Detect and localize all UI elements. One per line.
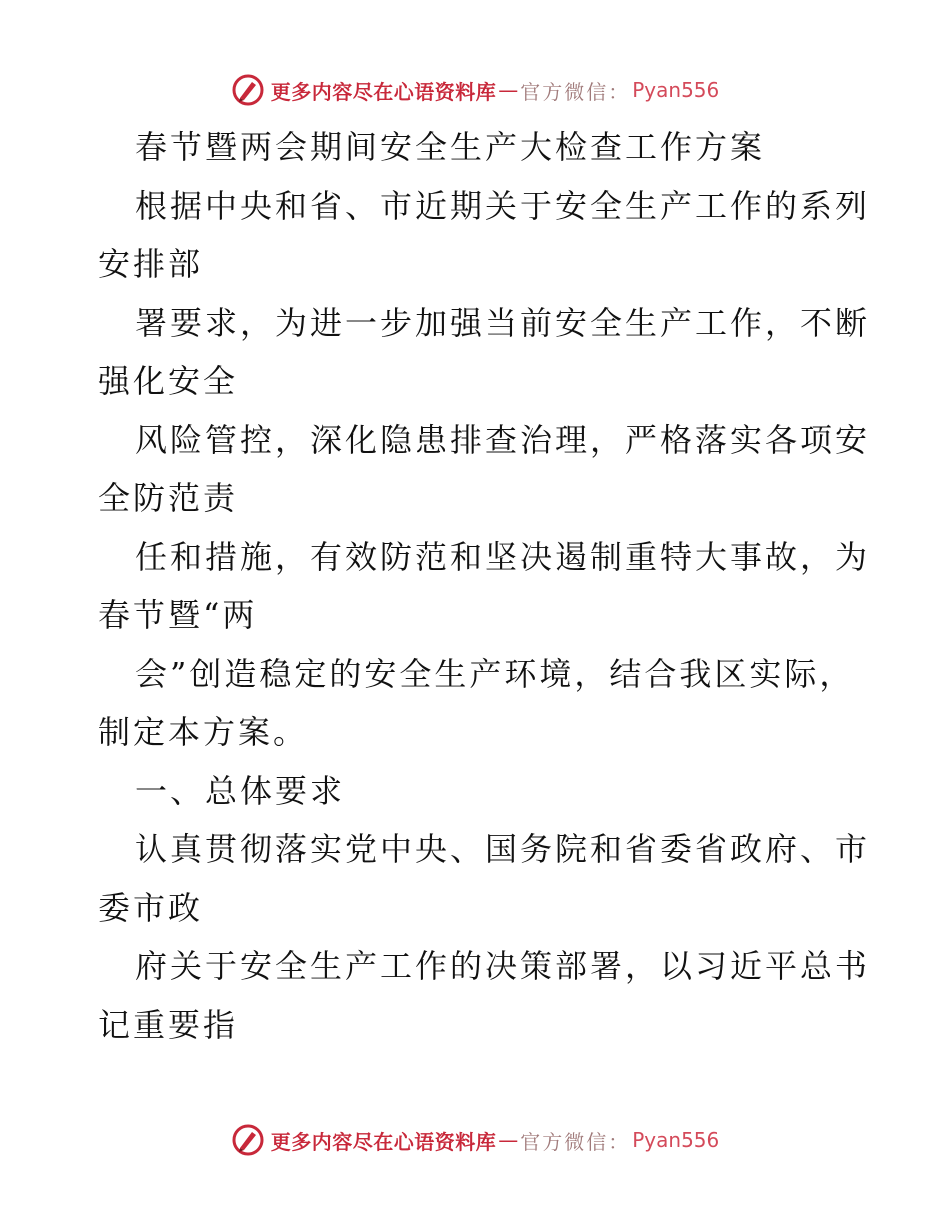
doc-line: 署要求，为进一步加强当前安全生产工作，不断	[135, 303, 871, 342]
pen-logo-icon	[231, 73, 265, 107]
promo-text: 更多内容尽在心语资料库	[270, 79, 497, 104]
banner-dash: —	[498, 78, 519, 102]
doc-line: 委市政	[98, 888, 204, 927]
footer-banner	[0, 1120, 950, 1160]
doc-line: 根据中央和省、市近期关于安全生产工作的系列	[135, 186, 871, 225]
doc-line: 强化安全	[98, 362, 239, 400]
doc-line: 会”创造稳定的安全生产环境，结合我区实际，	[135, 654, 855, 693]
doc-line: 风险管控，深化隐患排查治理，严格落实各项安	[135, 420, 871, 459]
doc-title: 春节暨两会期间安全生产大检查工作方案	[135, 128, 766, 166]
doc-line: 认真贯彻落实党中央、国务院和省委省政府、市	[135, 830, 871, 868]
official-wechat-label: 官方微信：	[520, 1129, 631, 1154]
pen-logo-icon	[231, 1123, 265, 1157]
wechat-id: Pyan556	[632, 1128, 720, 1152]
doc-line: 春节暨“两	[98, 596, 258, 634]
promo-text: 更多内容尽在心语资料库	[270, 1129, 497, 1154]
doc-line: 府关于安全生产工作的决策部署，以习近平总书	[135, 947, 871, 985]
doc-line: 制定本方案。	[98, 713, 309, 751]
banner-dash: —	[498, 1128, 519, 1152]
document-body	[98, 118, 871, 1054]
doc-line: 安排部	[98, 245, 204, 283]
header-banner	[0, 70, 950, 110]
doc-line: 记重要指	[98, 1005, 239, 1044]
section-heading: 一、总体要求	[135, 771, 346, 810]
wechat-id: Pyan556	[632, 78, 720, 102]
official-wechat-label: 官方微信：	[520, 79, 631, 104]
doc-line: 任和措施，有效防范和坚决遏制重特大事故，为	[135, 537, 871, 576]
doc-line: 全防范责	[98, 479, 239, 517]
